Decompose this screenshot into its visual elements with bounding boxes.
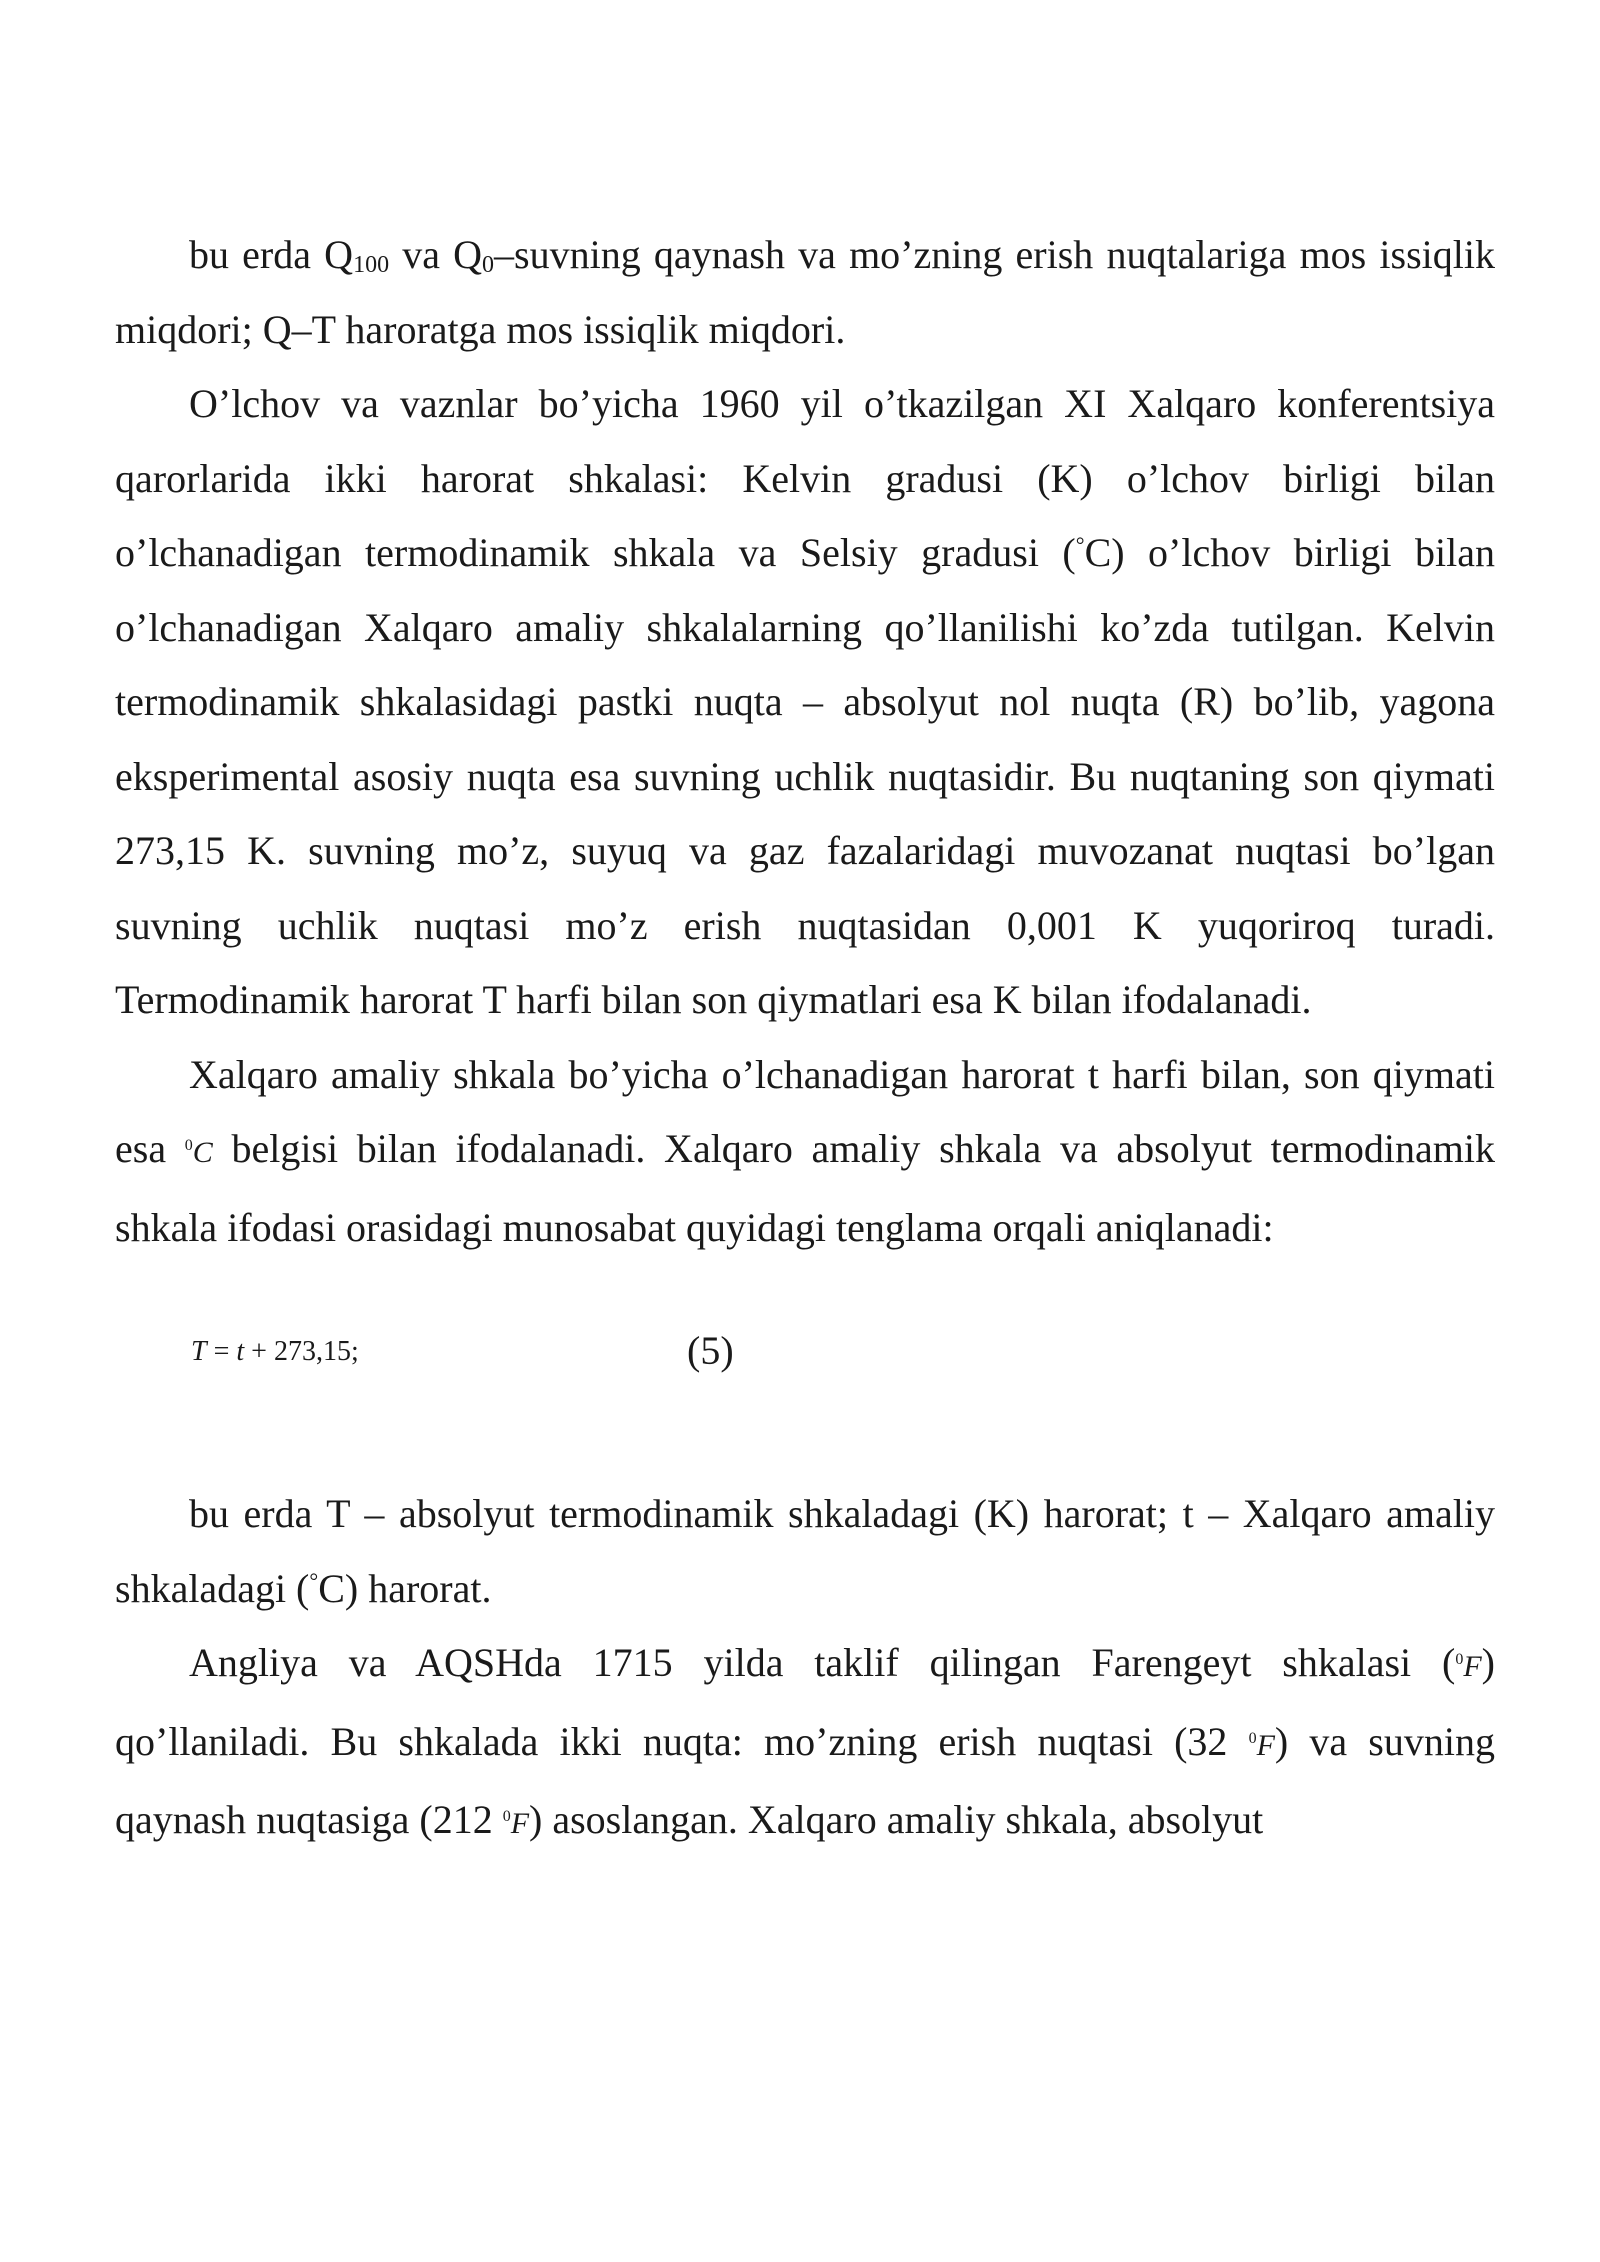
equation-number: (5) [687, 1328, 734, 1373]
fahrenheit-symbol [1249, 1729, 1275, 1762]
text: Xalqaro amaliy shkala bo’yicha o’lchanadigan harorat t harfi bilan, son qiymati esa [115, 1051, 1495, 1171]
equation-rest: + 273,15; [244, 1336, 359, 1367]
subscript: 0 [482, 252, 495, 278]
text: O’lchov va vaznlar bo’yicha 1960 yil o’tkazilgan XI Xalqaro konferentsiya qarorlarida ikki harorat shkalasi: Kelvin gradusi (K) o’lchov birligi bilan o’lchanadigan termodinamik shkala va Selsiy gradusi ( [115, 381, 1495, 575]
paragraph-kelvin-celsius [115, 367, 1495, 1038]
symbol-letter: F [1463, 1650, 1482, 1683]
text: C) harorat. [318, 1565, 492, 1611]
equation [191, 1335, 359, 1369]
celsius-symbol [185, 1136, 213, 1169]
fahrenheit-symbol [1455, 1650, 1481, 1683]
paragraph-international-scale [115, 1038, 1495, 1266]
subscript: 100 [353, 252, 390, 278]
text: C) o’lchov birligi bilan o’lchanadigan Xalqaro amaliy shkalalarning qo’llanilishi ko’zda tutilgan. Kelvin termodinamik shkalasidagi pastki nuqta – absolyut nol nuqta (R) bo’lib, yagona eksperimental asosiy nuqta esa suvning uchlik nuqtasidir. Bu nuqtaning son qiymati 273,15 K. suvning mo’z, suyuq va gaz fazalaridagi muvozanat nuqtasi bo’lgan suvning uchlik nuqtasi mo’z erish nuqtasidan 0,001 K yuqoriroq turadi. Termodinamik harorat T harfi bilan son qiymatlari esa K bilan ifodalanadi. [115, 530, 1495, 1022]
symbol-superscript: 0 [502, 1808, 511, 1825]
text: ) qo’llaniladi. Bu shkalada ikki nuqta: mo’zning erish nuqtasi (32 [115, 1640, 1495, 1764]
symbol-letter: F [510, 1807, 530, 1840]
degree-sign: ° [309, 1567, 319, 1593]
equation-block [115, 1293, 1495, 1449]
document-page [115, 218, 1495, 1862]
symbol-superscript: 0 [1455, 1651, 1464, 1668]
text: ) asoslangan. Xalqaro amaliy shkala, absolyut [529, 1797, 1264, 1842]
equation-equals: = [206, 1336, 237, 1367]
paragraph-heat-definitions [115, 218, 1495, 367]
text: bu erda Q [189, 232, 354, 277]
symbol-letter: F [1256, 1728, 1275, 1762]
fahrenheit-symbol [503, 1807, 529, 1840]
equation-var-T: T [191, 1336, 207, 1367]
text: Angliya va AQSHda 1715 yilda taklif qilingan Farengeyt shkalasi ( [189, 1640, 1456, 1685]
paragraph-where-T-t [115, 1477, 1495, 1626]
text: bu erda T – absolyut termodinamik shkaladagi (K) harorat; t – Xalqaro amaliy shkaladagi ( [115, 1491, 1495, 1611]
paragraph-fahrenheit [115, 1626, 1495, 1862]
text: ) va suvning qaynash nuqtasiga (212 [115, 1718, 1495, 1842]
symbol-letter: C [192, 1136, 213, 1169]
symbol-superscript: 0 [1248, 1729, 1257, 1747]
text: belgisi bilan ifodalanadi. Xalqaro amaliy shkala va absolyut termodinamik shkala ifodasi orasidagi munosabat quyidagi tenglama orqali aniqlanadi: [115, 1126, 1496, 1250]
symbol-superscript: 0 [184, 1137, 193, 1154]
equation-var-t: t [236, 1336, 245, 1367]
text: –suvning qaynash va mo’zning erish nuqtalariga mos issiqlik miqdori; Q–T haroratga mos issiqlik miqdori. [115, 232, 1495, 352]
degree-sign: ° [1075, 532, 1085, 557]
text: va Q [389, 232, 483, 277]
